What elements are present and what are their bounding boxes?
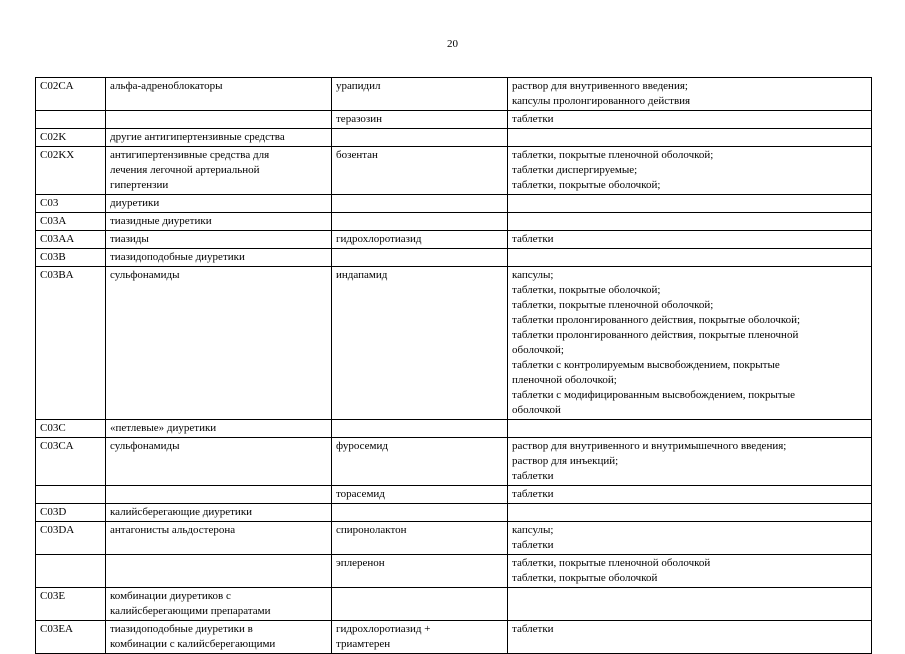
substance-cell: эплеренон [332, 555, 508, 588]
table-row [36, 486, 872, 504]
atc-code-cell: C03 [36, 195, 106, 213]
substance-cell: бозентан [332, 147, 508, 195]
group-name-cell: другие антигипертензивные средства [106, 129, 332, 147]
atc-code-cell: C03A [36, 213, 106, 231]
table-row [36, 231, 872, 249]
dosage-forms-cell: таблетки [508, 231, 872, 249]
group-name-cell: тиазидоподобные диуретики в комбинации с калийсберегающими [106, 621, 332, 654]
table-row [36, 249, 872, 267]
atc-code-cell: C03AA [36, 231, 106, 249]
substance-cell [332, 129, 508, 147]
group-name-cell: «петлевые» диуретики [106, 420, 332, 438]
dosage-forms-cell: капсулы; таблетки [508, 522, 872, 555]
substance-cell [332, 249, 508, 267]
table-row [36, 555, 872, 588]
atc-code-cell: C03EA [36, 621, 106, 654]
atc-code-cell: C03E [36, 588, 106, 621]
table-row [36, 78, 872, 111]
group-name-cell: антагонисты альдостерона [106, 522, 332, 555]
drug-table [35, 77, 872, 654]
dosage-forms-cell: таблетки [508, 111, 872, 129]
dosage-forms-cell: раствор для внутривенного и внутримышечного введения; раствор для инъекций; таблетки [508, 438, 872, 486]
group-name-cell: альфа-адреноблокаторы [106, 78, 332, 111]
substance-cell: торасемид [332, 486, 508, 504]
atc-code-cell: C02K [36, 129, 106, 147]
page-number: 20 [447, 38, 458, 50]
group-name-cell: тиазидоподобные диуретики [106, 249, 332, 267]
table-row [36, 522, 872, 555]
dosage-forms-cell: таблетки [508, 621, 872, 654]
group-name-cell [106, 486, 332, 504]
substance-cell [332, 504, 508, 522]
group-name-cell: диуретики [106, 195, 332, 213]
group-name-cell: сульфонамиды [106, 438, 332, 486]
substance-cell [332, 588, 508, 621]
table-row [36, 588, 872, 621]
dosage-forms-cell: таблетки, покрытые пленочной оболочкой таблетки, покрытые оболочкой [508, 555, 872, 588]
dosage-forms-cell [508, 588, 872, 621]
table-row [36, 129, 872, 147]
group-name-cell: антигипертензивные средства для лечения легочной артериальной гипертензии [106, 147, 332, 195]
atc-code-cell: C03B [36, 249, 106, 267]
table-row [36, 147, 872, 195]
substance-cell: спиронолактон [332, 522, 508, 555]
dosage-forms-cell: капсулы; таблетки, покрытые оболочкой; таблетки, покрытые пленочной оболочкой; таблетки пролонгированного действия, покрытые оболочкой; таблетки пролонгированного действия, покрытые пленочной оболочкой; таблетки с контролируемым высвобождением, покрытые пленочной оболочкой; таблетки с модифицированным высвобождением, покрытые оболочкой [508, 267, 872, 420]
group-name-cell [106, 555, 332, 588]
substance-cell: теразозин [332, 111, 508, 129]
table-row [36, 438, 872, 486]
substance-cell [332, 195, 508, 213]
substance-cell: фуросемид [332, 438, 508, 486]
atc-code-cell: C03CA [36, 438, 106, 486]
atc-code-cell: C03C [36, 420, 106, 438]
dosage-forms-cell [508, 129, 872, 147]
table-row [36, 195, 872, 213]
atc-code-cell [36, 555, 106, 588]
table-row [36, 420, 872, 438]
dosage-forms-cell: таблетки [508, 486, 872, 504]
substance-cell [332, 213, 508, 231]
group-name-cell: тиазиды [106, 231, 332, 249]
atc-code-cell [36, 111, 106, 129]
dosage-forms-cell: таблетки, покрытые пленочной оболочкой; таблетки диспергируемые; таблетки, покрытые оболочкой; [508, 147, 872, 195]
dosage-forms-cell [508, 195, 872, 213]
substance-cell: урапидил [332, 78, 508, 111]
substance-cell: индапамид [332, 267, 508, 420]
atc-code-cell [36, 486, 106, 504]
group-name-cell: тиазидные диуретики [106, 213, 332, 231]
table-row [36, 267, 872, 420]
group-name-cell: комбинации диуретиков с калийсберегающими препаратами [106, 588, 332, 621]
drug-table-body [36, 78, 872, 654]
group-name-cell [106, 111, 332, 129]
table-row [36, 504, 872, 522]
atc-code-cell: C03BA [36, 267, 106, 420]
table-row [36, 213, 872, 231]
dosage-forms-cell [508, 420, 872, 438]
group-name-cell: калийсберегающие диуретики [106, 504, 332, 522]
dosage-forms-cell: раствор для внутривенного введения; капсулы пролонгированного действия [508, 78, 872, 111]
substance-cell: гидрохлоротиазид [332, 231, 508, 249]
table-row [36, 621, 872, 654]
dosage-forms-cell [508, 249, 872, 267]
atc-code-cell: C02CA [36, 78, 106, 111]
atc-code-cell: C03DA [36, 522, 106, 555]
dosage-forms-cell [508, 213, 872, 231]
substance-cell: гидрохлоротиазид + триамтерен [332, 621, 508, 654]
dosage-forms-cell [508, 504, 872, 522]
substance-cell [332, 420, 508, 438]
atc-code-cell: C02KX [36, 147, 106, 195]
atc-code-cell: C03D [36, 504, 106, 522]
table-row [36, 111, 872, 129]
group-name-cell: сульфонамиды [106, 267, 332, 420]
